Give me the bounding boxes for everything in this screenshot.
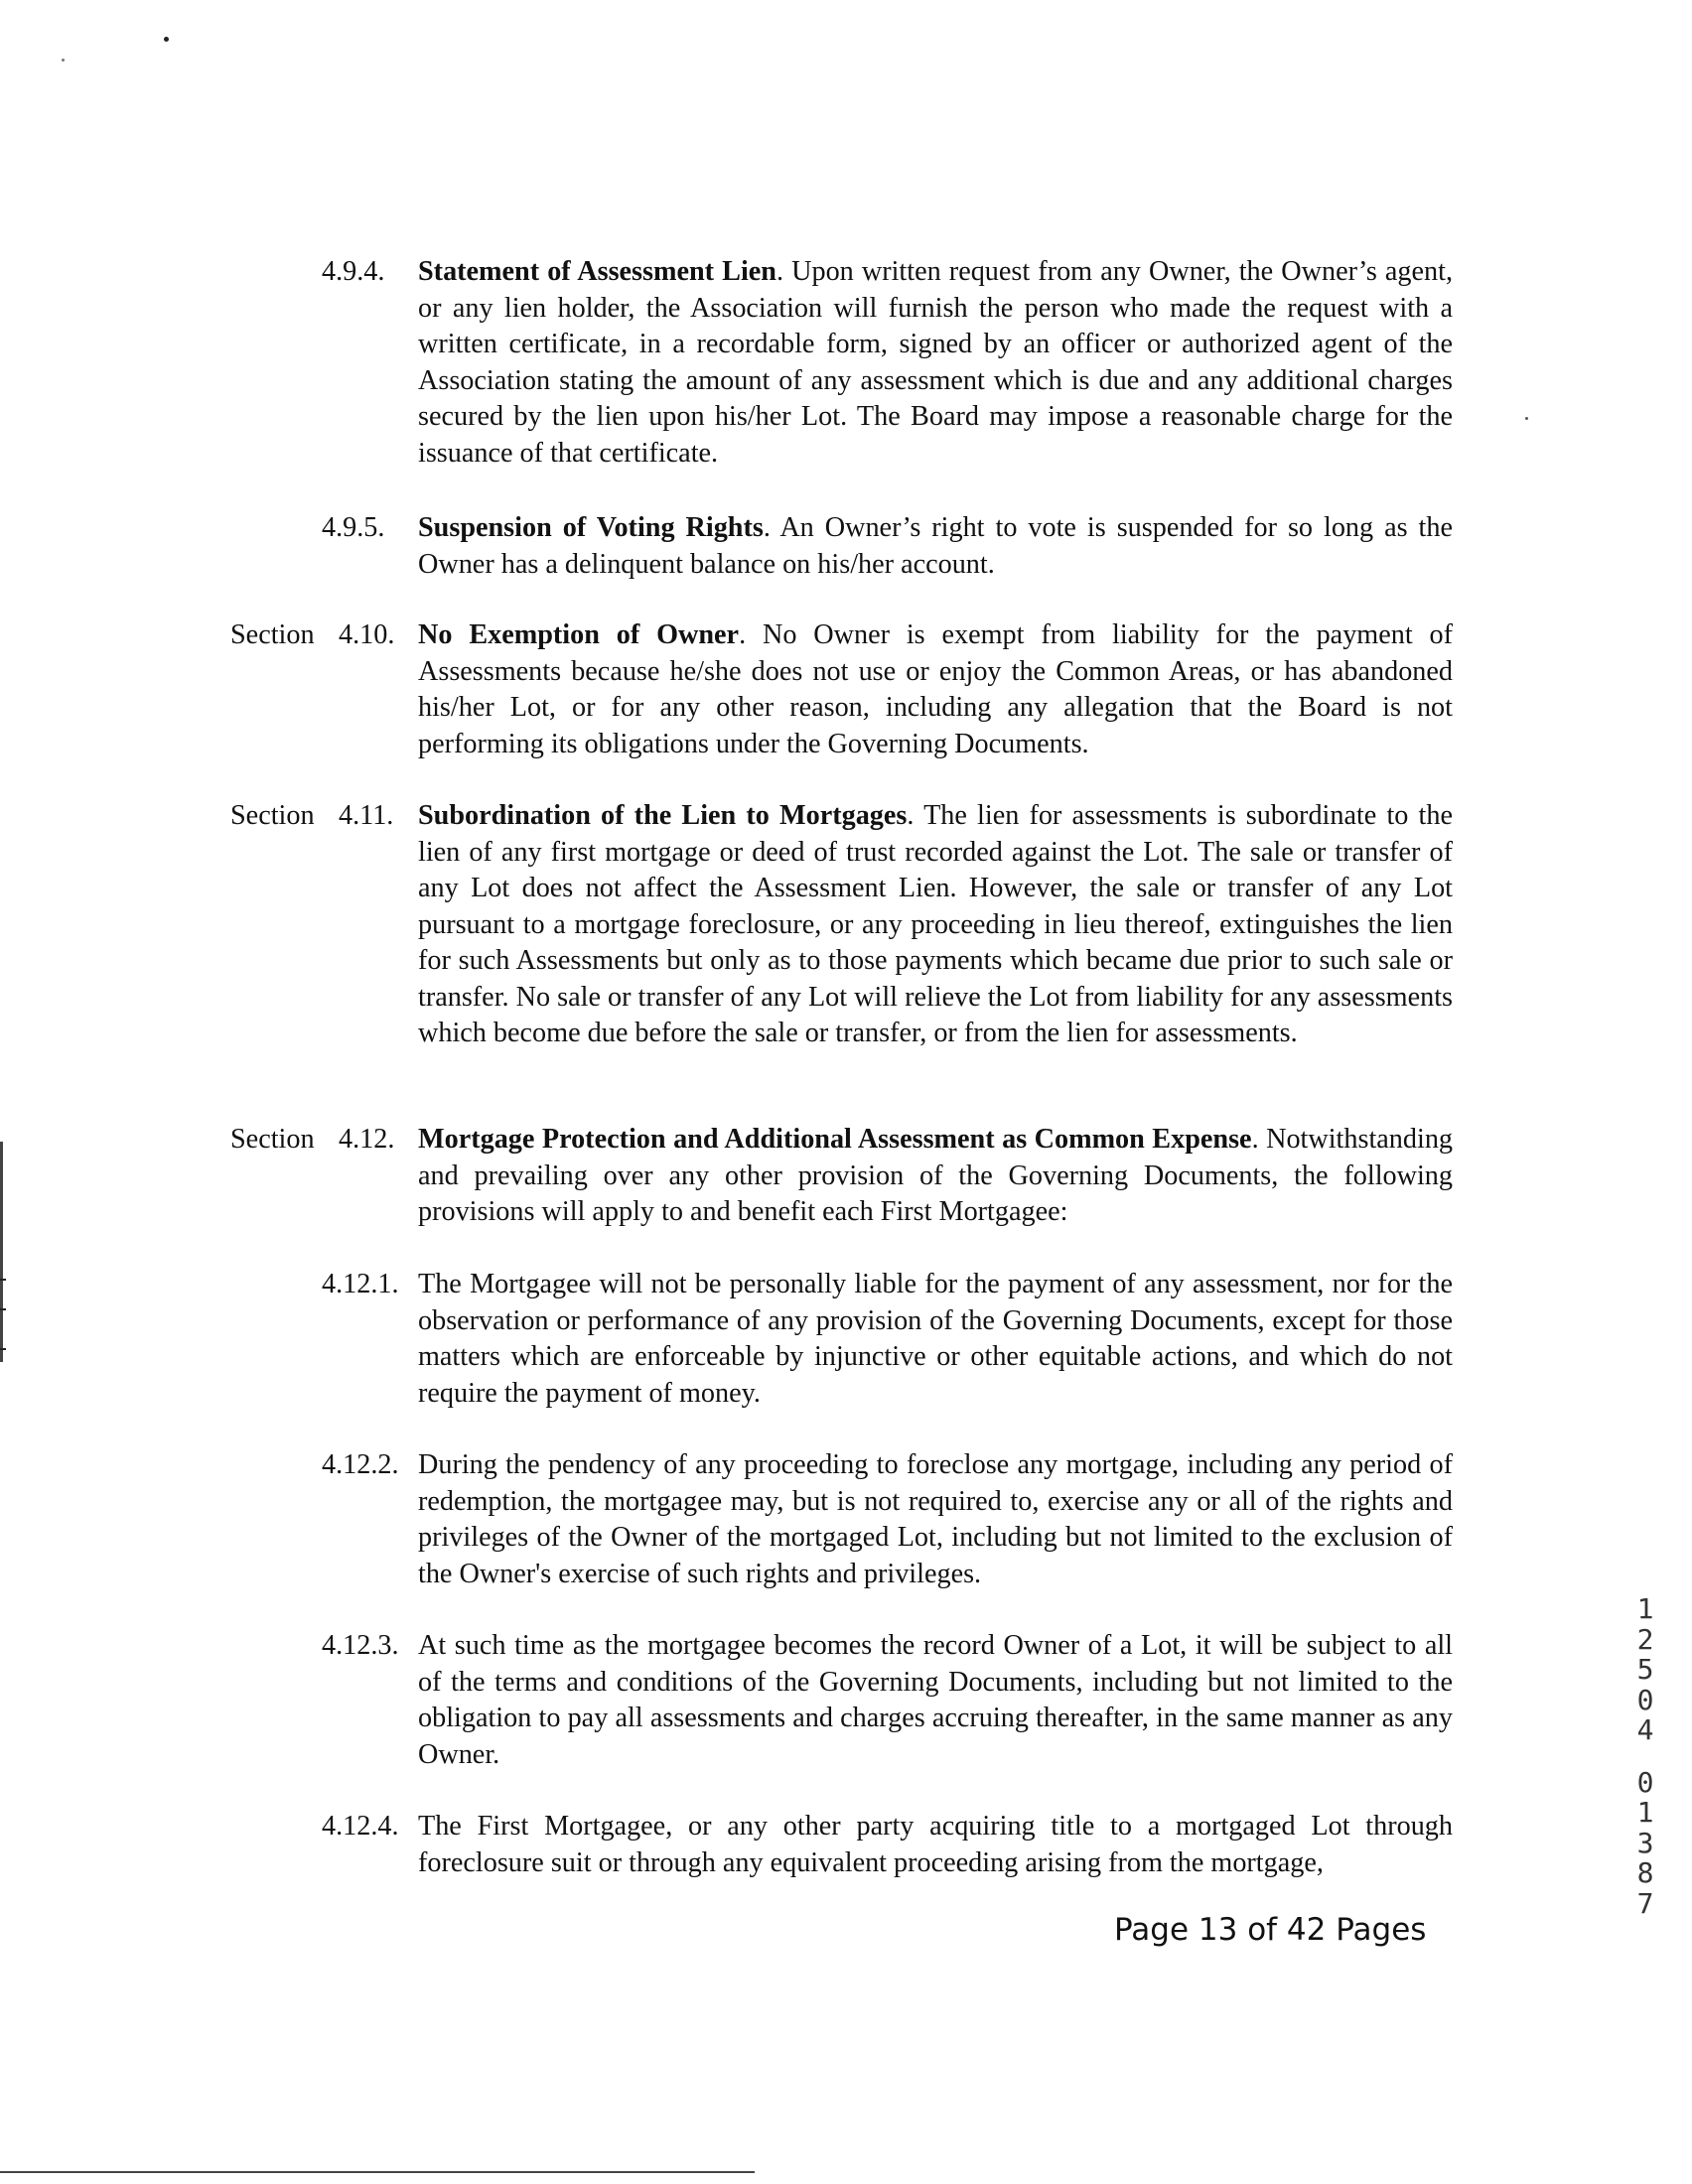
section-4-10 xyxy=(418,617,1453,762)
scan-speck xyxy=(62,59,65,62)
stamp-digit: 0 xyxy=(1636,1765,1654,1799)
subsection-number: 4.12.3. xyxy=(322,1630,399,1661)
subsection-4-12-3: At such time as the mortgagee becomes the record Owner of a Lot, it will be subject to all of the terms and conditions of the Governing Documents, including but not limited to the obligation to pay all assessments and charges accruing thereafter, in the same manner as any Owner. xyxy=(418,1630,1453,1770)
section-label: Section xyxy=(230,1124,315,1155)
stamp-digit: 0 xyxy=(1636,1683,1654,1716)
section-label: Section xyxy=(230,619,315,650)
subsection-4-12-4: The First Mortgagee, or any other party acquiring title to a mortgaged Lot through foreclosure suit or through any equivalent proceeding arising from the mortgage, xyxy=(418,1811,1453,1878)
section-number: 4.12. xyxy=(339,1124,395,1155)
subsection-4-12-2: During the pendency of any proceeding to foreclose any mortgage, including any period of redemption, the mortgagee may, but is not required to, exercise any or all of the rights and privileges of the Owner of the mortgaged Lot, including but not limited to the exclusion of the Owner's exercise of such rights and privileges. xyxy=(418,1449,1453,1589)
stamp-gap xyxy=(1628,1746,1662,1768)
subsection-4-9-5 xyxy=(418,510,1453,583)
section-heading: Subordination of the Lien to Mortgages xyxy=(418,800,908,831)
subsection-body: . An Owner’s right to vote is suspended for so long as the Owner has a delinquent balance on his/her account. xyxy=(418,512,1453,580)
recording-number-stamp xyxy=(1628,1594,1662,1919)
subsection-number: 4.12.4. xyxy=(322,1811,399,1842)
section-heading: No Exemption of Owner xyxy=(418,619,740,650)
subsection-number: 4.12.1. xyxy=(322,1269,399,1299)
binding-tick xyxy=(0,1348,6,1350)
section-heading: Mortgage Protection and Additional Assessment as Common Expense xyxy=(418,1124,1252,1155)
section-number: 4.10. xyxy=(339,619,395,650)
section-4-12 xyxy=(418,1122,1453,1231)
stamp-digit: 4 xyxy=(1636,1713,1654,1746)
stamp-digit: 2 xyxy=(1636,1622,1654,1656)
section-label: Section xyxy=(230,800,315,831)
subsection-heading: Suspension of Voting Rights xyxy=(418,512,764,543)
section-number: 4.11. xyxy=(339,800,394,831)
binding-edge-mark xyxy=(0,1142,3,1362)
scan-speck xyxy=(164,37,169,42)
stamp-digit: 3 xyxy=(1636,1826,1654,1859)
stamp-digit: 1 xyxy=(1636,1592,1654,1625)
scan-bottom-rule xyxy=(0,2171,755,2173)
section-body: . No Owner is exempt from liability for the payment of Assessments because he/she does not use or enjoy the Common Areas, or has abandoned his/her Lot, or for any other reason, including any allegation that the Board is not performing its obligations under the Governing Documents. xyxy=(418,619,1453,759)
section-4-11 xyxy=(418,798,1453,1052)
subsection-heading: Statement of Assessment Lien xyxy=(418,256,776,287)
page-footer: Page 13 of 42 Pages xyxy=(1114,1912,1427,1948)
stamp-digit: 1 xyxy=(1636,1796,1654,1829)
subsection-number: 4.12.2. xyxy=(322,1449,399,1480)
stamp-digit: 5 xyxy=(1636,1653,1654,1686)
section-body: . Notwithstanding and prevailing over any other provision of the Governing Documents, the following provisions will apply to and benefit each First Mortgagee: xyxy=(418,1124,1454,1227)
section-body: . The lien for assessments is subordinate to the lien of any first mortgage or deed of trust recorded against the Lot. The sale or transfer of any Lot does not affect the Assessment Lien. However, the sale or transfer of any Lot pursuant to a mortgage foreclosure, or any proceeding in lieu thereof, extinguishes the lien for such Assessments but only as to those payments which became due prior to such sale or transfer. No sale or transfer of any Lot will relieve the Lot from liability for any assessments which become due before the sale or transfer, or from the lien for assessments. xyxy=(418,800,1453,1048)
subsection-4-9-4 xyxy=(418,254,1453,472)
subsection-number: 4.9.5. xyxy=(322,512,385,543)
subsection-body: . Upon written request from any Owner, the Owner’s agent, or any lien holder, the Association will furnish the person who made the request with a written certificate, in a recordable form, signed by an officer or authorized agent of the Association stating the amount of any assessment which is due and any additional charges secured by the lien upon his/her Lot. The Board may impose a reasonable charge for the issuance of that certificate. xyxy=(418,256,1454,469)
subsection-4-12-1: The Mortgagee will not be personally liable for the payment of any assessment, nor for the observation or performance of any provision of the Governing Documents, except for those matters which are enforceable by injunctive or other equitable actions, and which do not require the payment of money. xyxy=(418,1269,1453,1409)
binding-tick xyxy=(0,1279,6,1281)
stamp-digit: 7 xyxy=(1636,1886,1654,1920)
binding-tick xyxy=(0,1308,6,1310)
subsection-number: 4.9.4. xyxy=(322,256,385,287)
stamp-digit: 8 xyxy=(1636,1856,1654,1889)
scan-speck xyxy=(1525,417,1528,420)
